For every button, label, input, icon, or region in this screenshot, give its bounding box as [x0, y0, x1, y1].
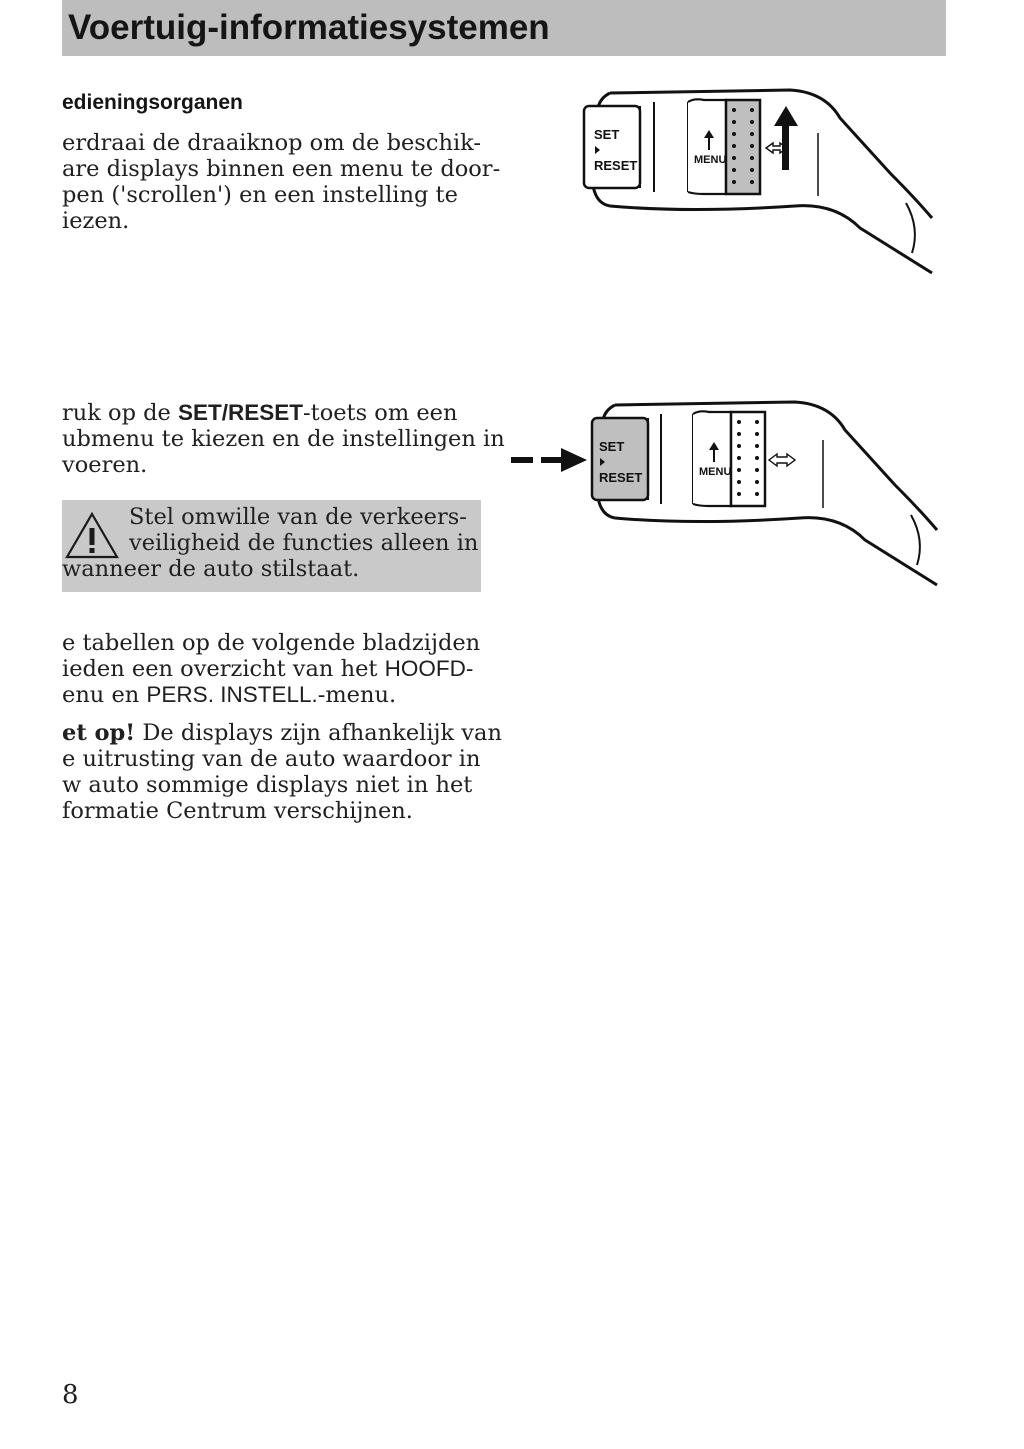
set-reset-key-label: SET/RESET [178, 400, 304, 425]
personal-settings-menu-label: PERS. INSTELL. [146, 682, 318, 707]
page-number: 8 [62, 1380, 79, 1410]
text-line: formatie Centrum verschijnen. [62, 798, 413, 824]
text-fragment: -menu. [317, 682, 397, 708]
section-heading: edieningsorganen [62, 91, 243, 114]
text-line: e uitrusting van de auto waardoor in [62, 746, 481, 772]
text-line [62, 656, 480, 682]
text-line: iezen. [62, 208, 130, 234]
set-label: SET [599, 439, 625, 454]
paragraph-scroll-instructions [62, 130, 500, 234]
text-line [62, 400, 505, 426]
text-line: w auto sommige displays niet in het [62, 772, 473, 798]
text-line: erdraai de draaiknop om de beschik- [62, 130, 481, 156]
paragraph-note [62, 720, 502, 824]
menu-label: MENU [699, 466, 732, 478]
set-label: SET [594, 127, 620, 142]
paragraph-menu-tables [62, 630, 480, 708]
text-line: voeren. [62, 452, 148, 478]
reset-label: RESET [599, 470, 643, 485]
scroll-up-arrow-icon [774, 106, 798, 170]
text-line: Stel omwille van de verkeers- [129, 504, 467, 530]
text-fragment: ruk op de [62, 400, 179, 426]
press-arrow-icon [511, 448, 587, 472]
text-line: wanneer de auto stilstaat. [62, 556, 360, 582]
text-fragment: enu en [62, 682, 147, 708]
text-line: are displays binnen een menu te door- [62, 156, 501, 182]
warning-box [62, 500, 481, 592]
text-line: veiligheid de functies alleen in [129, 530, 479, 556]
text-fragment: De displays zijn afhankelijk van [135, 720, 502, 746]
text-line: e tabellen op de volgende bladzijden [62, 630, 481, 656]
warning-text [62, 504, 481, 582]
main-menu-label: HOOFD- [384, 656, 474, 681]
menu-label: MENU [694, 154, 727, 166]
note-label: et op! [62, 720, 136, 746]
text-fragment: -toets om een [303, 400, 458, 426]
text-line [62, 720, 502, 746]
paragraph-set-reset-instructions [62, 400, 505, 478]
illustration-stalk-scroll [570, 78, 940, 283]
illustration-stalk-press-set-reset [505, 390, 945, 595]
text-line [62, 682, 480, 708]
reset-label: RESET [594, 158, 638, 173]
page-title: Voertuig-informatiesystemen [68, 8, 550, 47]
header-bar [62, 0, 946, 56]
text-line: pen ('scrollen') en een instelling te [62, 182, 458, 208]
text-fragment: ieden een overzicht van het [62, 656, 385, 682]
text-line: ubmenu te kiezen en de instellingen in [62, 426, 505, 452]
